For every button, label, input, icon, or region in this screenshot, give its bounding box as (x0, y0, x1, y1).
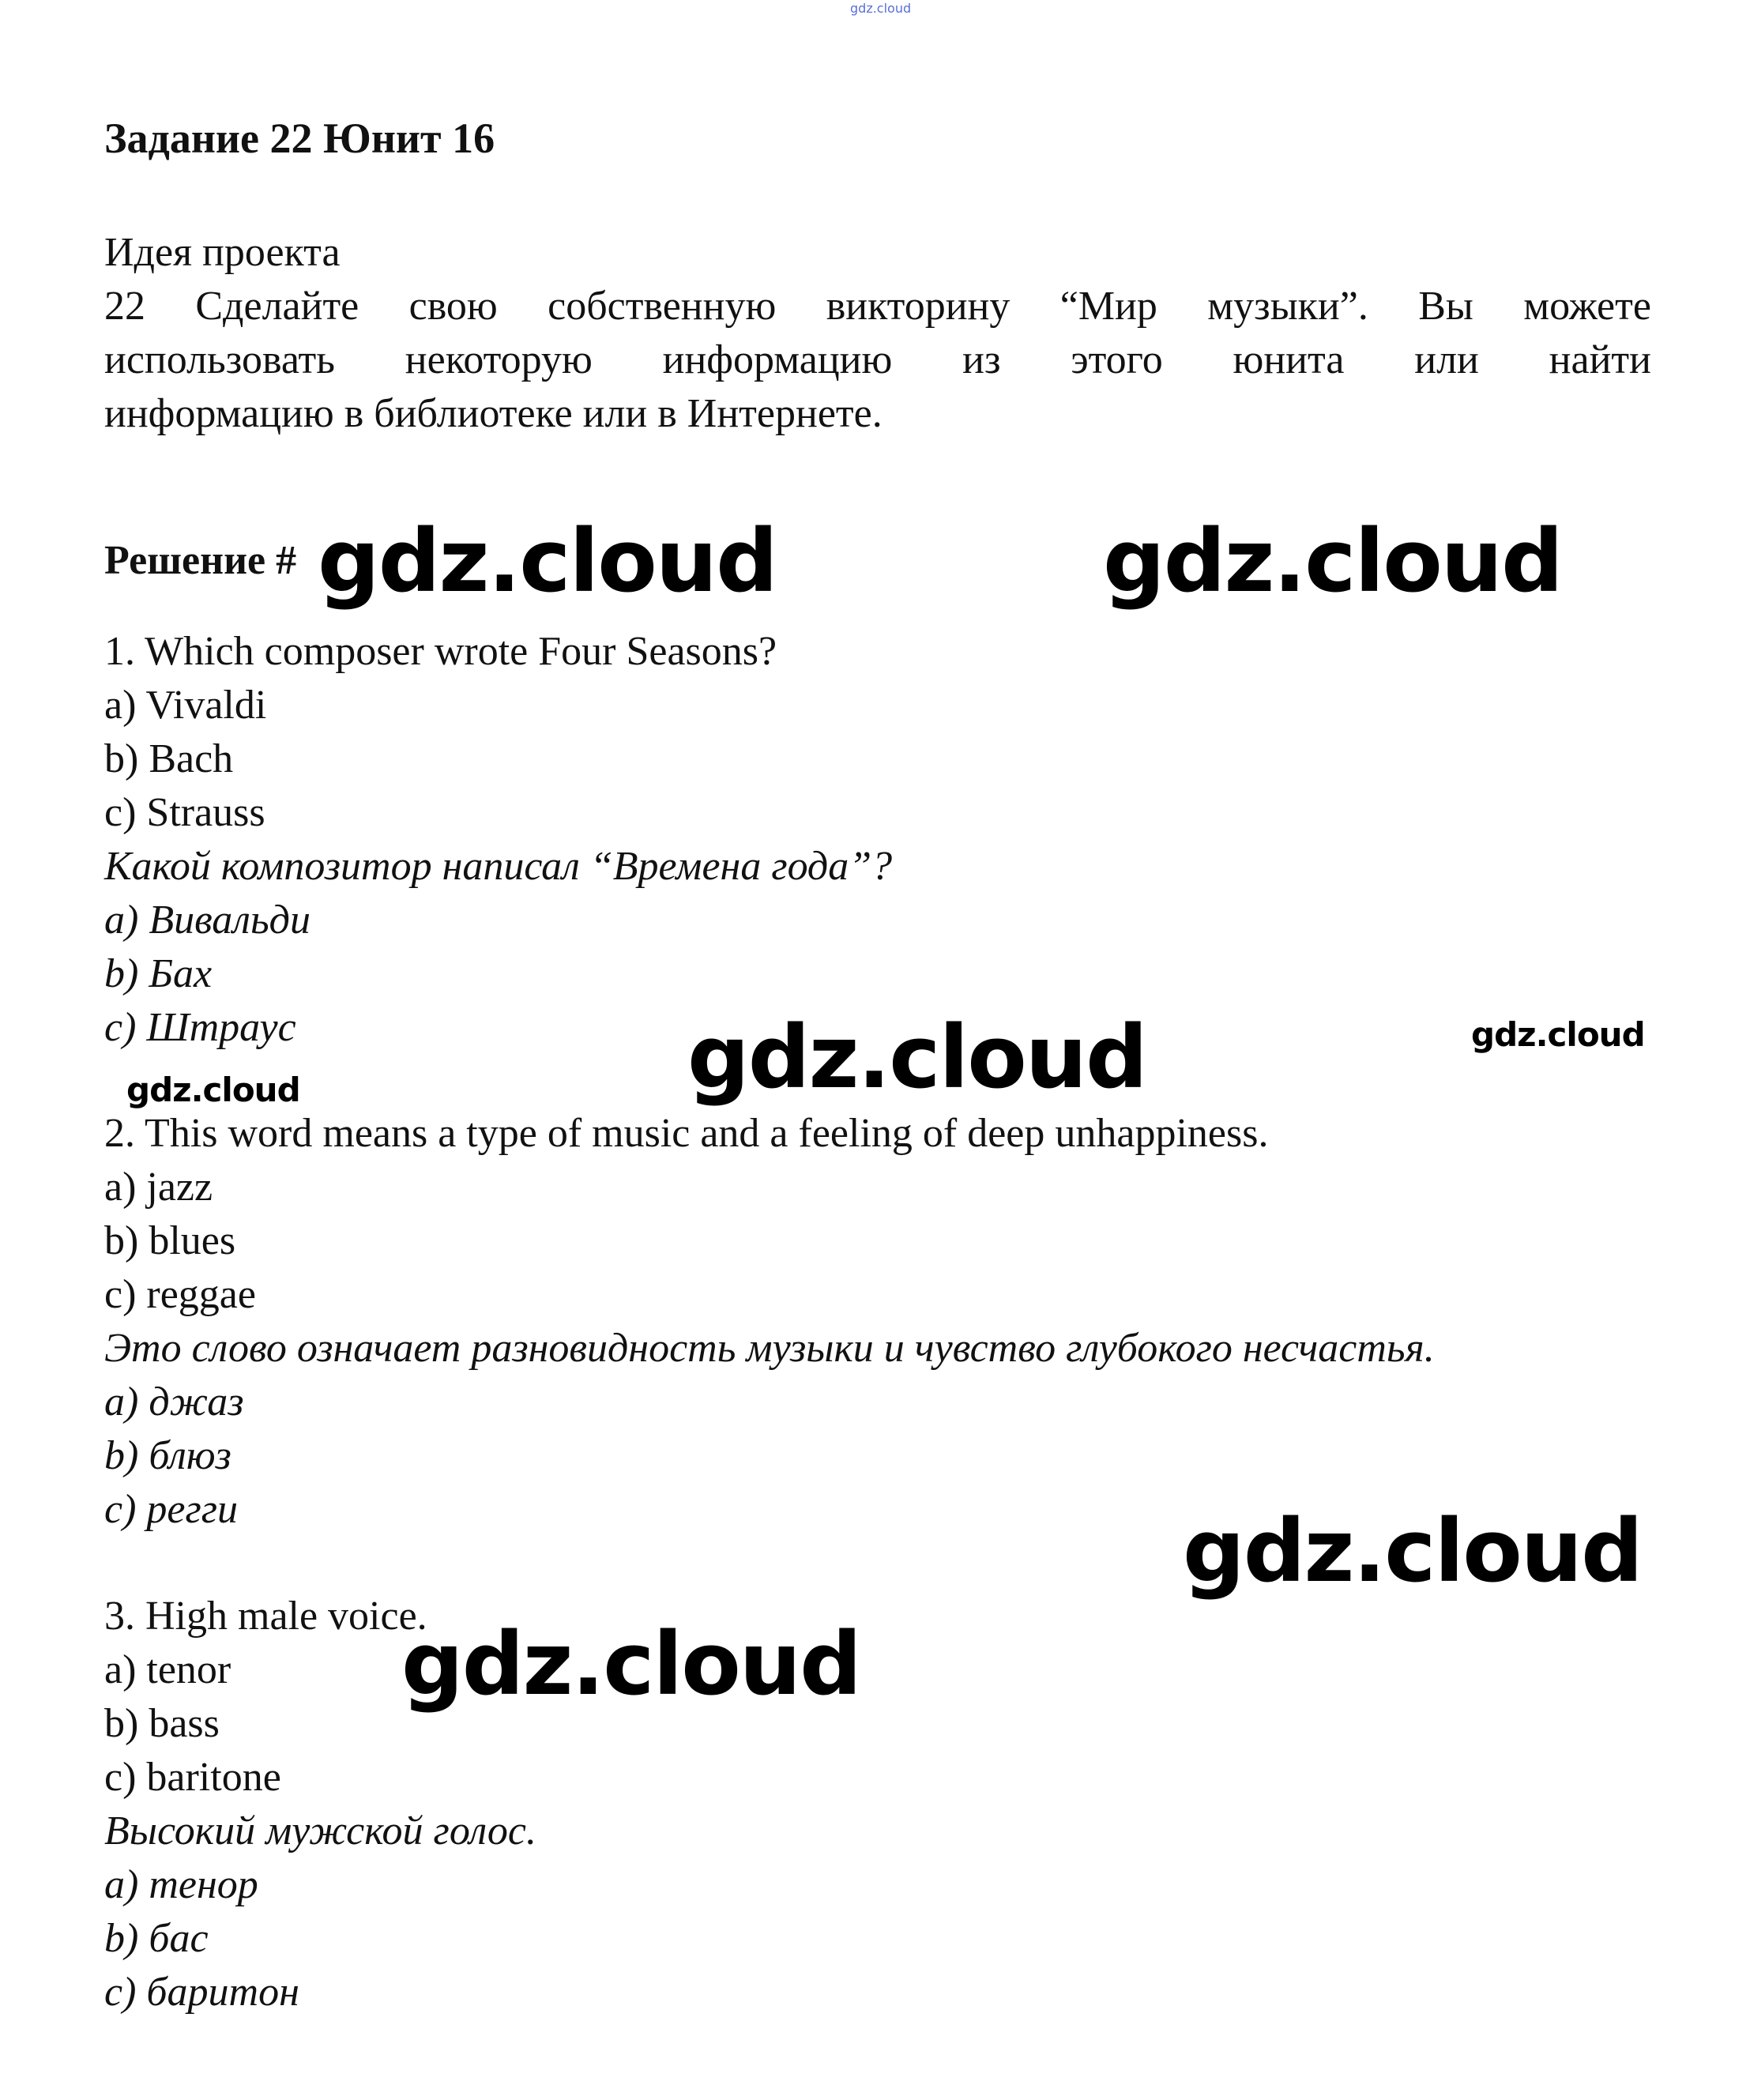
watermark-5: gdz.cloud (126, 1071, 300, 1109)
q1-question-ru: Какой композитор написал “Времена года”? (104, 844, 893, 889)
q1-option-b-en: b) Bach (104, 736, 234, 781)
q2-question-en: 2. This word means a type of music and a feeling of deep unhappiness. (104, 1111, 1269, 1156)
watermark-3: gdz.cloud (687, 1007, 1146, 1108)
q2-option-b-ru: b) блюз (104, 1433, 231, 1478)
q1-option-b-ru: b) Бах (104, 951, 213, 996)
watermark-4: gdz.cloud (1471, 1015, 1645, 1054)
solution-label: Решение # (104, 538, 297, 583)
q2-option-c-ru: c) регги (104, 1487, 239, 1532)
q3-option-c-ru: c) баритон (104, 1970, 299, 2015)
q3-option-c-en: c) baritone (104, 1755, 281, 1800)
q3-option-b-ru: b) бас (104, 1916, 209, 1961)
q1-question-en: 1. Which composer wrote Four Seasons? (104, 629, 777, 674)
q2-question-ru: Это слово означает разновидность музыки и чувство глубокого несчастья. (104, 1326, 1435, 1371)
instruction-line-3: информацию в библиотеке или в Интернете. (104, 391, 883, 436)
watermark-7: gdz.cloud (401, 1613, 860, 1714)
q3-question-ru: Высокий мужской голос. (104, 1808, 536, 1853)
instruction-line-1: 22 Сделайте свою собственную викторину “Мир музыки”. Вы можете (104, 284, 1651, 329)
q3-option-a-ru: a) тенор (104, 1862, 258, 1907)
q3-option-a-en: a) tenor (104, 1647, 231, 1692)
q2-option-a-ru: a) джаз (104, 1379, 244, 1424)
q2-option-a-en: a) jazz (104, 1165, 213, 1210)
watermark-6: gdz.cloud (1183, 1500, 1642, 1601)
q1-option-c-en: c) Strauss (104, 790, 265, 835)
header-watermark: gdz.cloud (850, 1, 912, 16)
q1-option-a-en: a) Vivaldi (104, 683, 267, 728)
task-title: Задание 22 Юнит 16 (104, 115, 495, 162)
q2-option-c-en: c) reggae (104, 1272, 256, 1317)
q3-question-en: 3. High male voice. (104, 1594, 427, 1639)
q1-option-c-ru: c) Штраус (104, 1005, 296, 1050)
task-subtitle: Идея проекта (104, 230, 341, 275)
watermark-1: gdz.cloud (318, 510, 777, 612)
q1-option-a-ru: a) Вивальди (104, 898, 310, 943)
q3-option-b-en: b) bass (104, 1701, 220, 1746)
watermark-2: gdz.cloud (1103, 510, 1562, 612)
q2-option-b-en: b) blues (104, 1218, 236, 1263)
instruction-line-2: использовать некоторую информацию из этого юнита или найти (104, 337, 1651, 382)
